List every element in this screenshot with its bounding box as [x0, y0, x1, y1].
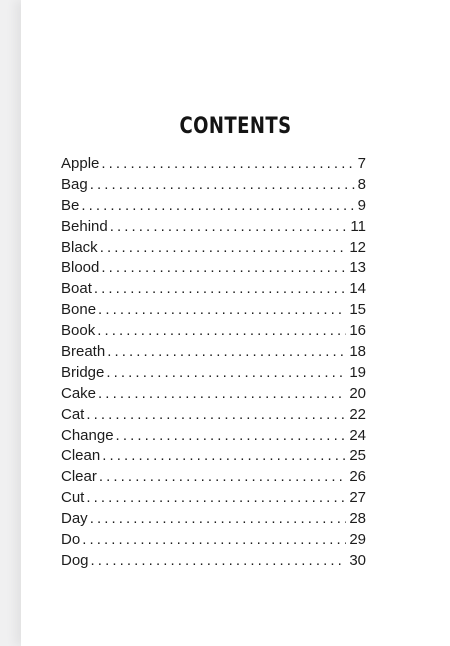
toc-term: Change — [61, 426, 114, 444]
dot-leader — [81, 197, 354, 214]
toc-term: Bone — [61, 301, 97, 319]
toc-term: Be — [61, 196, 80, 214]
toc-entry — [61, 322, 366, 343]
toc-page-number: 26 — [349, 468, 366, 486]
toc-page-number: 11 — [350, 217, 366, 235]
toc-page-number: 19 — [349, 363, 366, 381]
toc-term: Cut — [61, 489, 85, 507]
toc-entry — [61, 468, 366, 489]
toc-entry — [61, 197, 366, 218]
toc-page-number: 29 — [349, 531, 366, 549]
dot-leader — [102, 447, 346, 464]
dot-leader — [91, 552, 347, 569]
dot-leader — [98, 301, 346, 318]
toc-entry — [61, 531, 366, 552]
toc-entry — [61, 280, 366, 301]
toc-page-number: 9 — [357, 196, 366, 214]
toc-page-number: 30 — [349, 551, 366, 569]
dot-leader — [101, 155, 354, 172]
toc-term: Boat — [61, 280, 92, 298]
toc-term: Behind — [61, 217, 108, 235]
toc-page-number: 14 — [349, 280, 366, 298]
toc-entry — [61, 301, 366, 322]
toc-entry — [61, 427, 366, 448]
toc-term: Do — [61, 531, 81, 549]
toc-page-number: 28 — [349, 510, 366, 528]
page-title: CONTENTS — [179, 114, 292, 139]
dot-leader — [98, 385, 346, 402]
dot-leader — [106, 364, 346, 381]
toc-term: Apple — [61, 155, 100, 172]
toc-term: Blood — [61, 259, 100, 277]
toc-term: Black — [61, 238, 98, 256]
toc-term: Bag — [61, 175, 88, 193]
toc-term: Bridge — [61, 363, 105, 381]
toc-entry — [61, 385, 366, 406]
toc-page-number: 24 — [349, 426, 366, 444]
toc-page-number: 15 — [349, 301, 366, 319]
toc-entry — [61, 447, 366, 468]
toc-page-number: 8 — [357, 175, 366, 193]
dot-leader — [99, 468, 346, 485]
toc-page-number: 22 — [349, 405, 366, 423]
toc-page-number: 20 — [349, 384, 366, 402]
dot-leader — [110, 218, 348, 235]
dot-leader — [82, 531, 346, 548]
toc-page-number: 13 — [349, 259, 366, 277]
toc-entry — [61, 155, 366, 176]
dot-leader — [101, 259, 346, 276]
dot-leader — [86, 406, 346, 423]
toc-entry — [61, 364, 366, 385]
toc-term: Cat — [61, 405, 85, 423]
toc-page-number: 27 — [349, 489, 366, 507]
toc-term: Cake — [61, 384, 97, 402]
toc-entry — [61, 552, 366, 573]
toc-entry — [61, 489, 366, 510]
toc-term: Clear — [61, 468, 97, 486]
toc-entry — [61, 406, 366, 427]
toc-page-number: 25 — [349, 447, 366, 465]
dot-leader — [116, 427, 347, 444]
toc-entry — [61, 343, 366, 364]
toc-page-number: 16 — [349, 322, 366, 340]
toc-entry — [61, 239, 366, 260]
toc-term: Dog — [61, 551, 89, 569]
toc-term: Day — [61, 510, 88, 528]
toc-page-number: 18 — [349, 343, 366, 361]
toc-entry — [61, 510, 366, 531]
dot-leader — [100, 239, 347, 256]
toc-term: Clean — [61, 447, 101, 465]
table-of-contents — [61, 155, 366, 573]
dot-leader — [107, 343, 346, 360]
dot-leader — [97, 322, 346, 339]
dot-leader — [90, 176, 355, 193]
dot-leader — [90, 510, 347, 527]
toc-page-number: 12 — [349, 238, 366, 256]
toc-page-number: 7 — [357, 155, 366, 172]
toc-term: Breath — [61, 343, 106, 361]
dot-leader — [86, 489, 346, 506]
book-page — [21, 0, 450, 646]
dot-leader — [94, 280, 346, 297]
toc-entry — [61, 176, 366, 197]
toc-entry — [61, 218, 366, 239]
toc-term: Book — [61, 322, 96, 340]
toc-entry — [61, 259, 366, 280]
